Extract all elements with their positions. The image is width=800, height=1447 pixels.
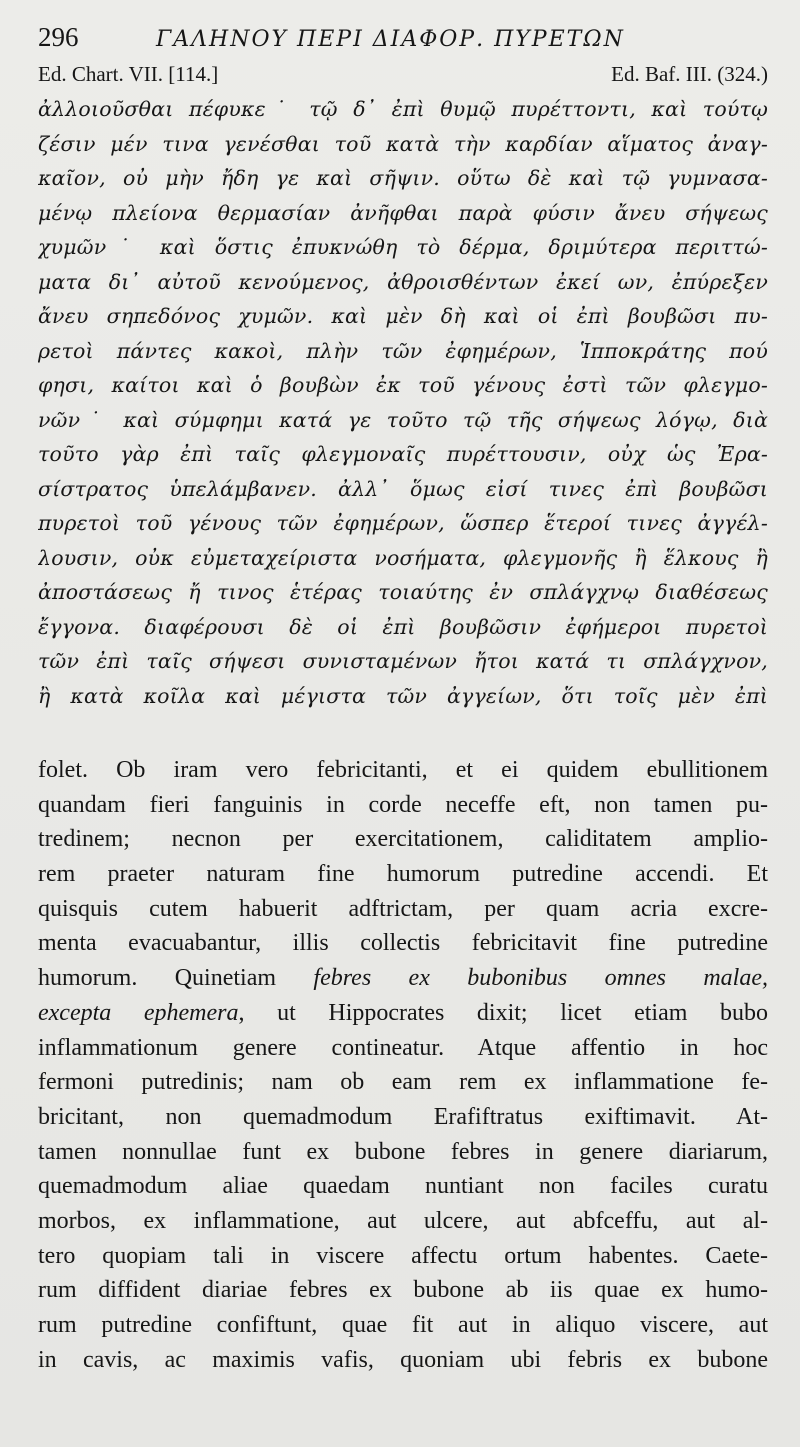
latin-line bbox=[38, 996, 768, 1031]
latin-line bbox=[38, 1065, 768, 1100]
greek-line: καῖον, οὐ μὴν ἤδη γε καὶ σῆψιν. οὕτω δὲ καὶ τῷ γυμνασα- bbox=[38, 166, 768, 190]
latin-text: tamen nonnullae funt ex bubone febres in genere diariarum, bbox=[38, 1138, 768, 1165]
latin-line bbox=[38, 822, 768, 857]
greek-line: χυμῶν˙ καὶ ὅστις ἐπυκνώθη τὸ δέρμα, δριμύτερα περιττώ- bbox=[38, 235, 768, 259]
latin-line bbox=[38, 857, 768, 892]
page-number: 296 bbox=[38, 22, 79, 52]
greek-line: τοῦτο γὰρ ἐπὶ ταῖς φλεγμοναῖς πυρέττουσιν, οὐχ ὡς Ἐρα- bbox=[38, 442, 768, 466]
latin-line bbox=[38, 1135, 768, 1170]
latin-text: tero quopiam tali in viscere affectu ortum habentes. Caete- bbox=[38, 1242, 768, 1269]
latin-text: quisquis cutem habuerit adftrictam, per quam acria excre- bbox=[38, 895, 768, 922]
greek-line: ματα δι᾽ αὐτοῦ κενούμενος, ἀθροισθέντων ἐκεί ων, ἐπύρεξεν bbox=[38, 269, 768, 294]
greek-line: τῶν ἐπὶ ταῖς σήψεσι συνισταμένων ἤτοι κατά τι σπλάγχνον, bbox=[38, 649, 768, 673]
running-title: ΓΑΛΗΝΟΥ ΠΕΡΙ ΔΙΑΦΟΡ. ΠΥΡΕΤΩΝ bbox=[156, 27, 625, 52]
latin-line bbox=[38, 1273, 768, 1308]
latin-text: quandam fieri fanguinis in corde neceffe eft, non tamen pu- bbox=[38, 791, 768, 818]
latin-text: folet. Ob iram vero febricitanti, et ei quidem ebullitionem bbox=[38, 757, 768, 783]
greek-text-block bbox=[38, 92, 768, 713]
latin-text: , ut Hippocrates dixit; licet etiam bubo bbox=[238, 999, 768, 1026]
latin-quotation-italic: febres ex bubonibus omnes malae, bbox=[313, 965, 768, 992]
edition-references bbox=[38, 62, 768, 92]
latin-line bbox=[38, 1308, 768, 1343]
page-header bbox=[38, 22, 768, 64]
latin-text-block bbox=[38, 753, 768, 1377]
greek-line: ἀλλοιοῦσθαι πέφυκε˙ τῷ δ᾽ ἐπὶ θυμῷ πυρέττοντι, καὶ τούτῳ bbox=[38, 97, 768, 121]
latin-text: humorum. Quinetiam bbox=[38, 965, 314, 992]
latin-text: rum diffident diariae febres ex bubone ab iis quae ex humo- bbox=[38, 1277, 768, 1304]
greek-line: ἄνευ σηπεδόνος χυμῶν. καὶ μὲν δὴ καὶ οἱ ἐπὶ βουβῶσι πυ- bbox=[38, 304, 768, 328]
latin-line bbox=[38, 961, 768, 996]
latin-text: quemadmodum aliae quaedam nuntiant non faciles curatu bbox=[38, 1173, 768, 1200]
latin-text: inflammationum genere contineatur. Atque affentio in hoc bbox=[38, 1034, 768, 1061]
greek-line: σίστρατος ὑπελάμβανεν. ἀλλ᾽ ὅμως εἰσί τινες ἐπὶ βουβῶσι bbox=[38, 476, 768, 501]
greek-line: φησι, καίτοι καὶ ὁ βουβὼν ἐκ τοῦ γένους ἐστὶ τῶν φλεγμο- bbox=[38, 373, 768, 397]
greek-line: λουσιν, οὐκ εὐμεταχείριστα νοσήματα, φλεγμονῆς ἢ ἕλκους ἢ bbox=[38, 545, 768, 570]
greek-line: ρετοὶ πάντες κακοὶ, πλὴν τῶν ἐφημέρων, Ἱπποκράτης πού bbox=[38, 338, 768, 363]
latin-line bbox=[38, 1100, 768, 1135]
greek-line: ἢ κατὰ κοῖλα καὶ μέγιστα τῶν ἀγγείων, ὅτι τοῖς μὲν ἐπὶ bbox=[38, 683, 768, 708]
latin-text: rem praeter naturam fine humorum putredine accendi. Et bbox=[38, 861, 768, 888]
greek-line: μένῳ πλείονα θερμασίαν ἀνῆφθαι παρὰ φύσιν ἄνευ σήψεως bbox=[38, 200, 768, 225]
greek-line: ἀποστάσεως ἤ τινος ἑτέρας τοιαύτης ἐν σπλάγχνῳ διαθέσεως bbox=[38, 580, 768, 604]
latin-line bbox=[38, 1204, 768, 1239]
latin-line bbox=[38, 1239, 768, 1274]
greek-line: νῶν˙ καὶ σύμφημι κατά γε τοῦτο τῷ τῆς σήψεως λόγῳ, διὰ bbox=[38, 407, 768, 432]
latin-text: rum putredine confiftunt, quae fit aut in aliquo viscere, aut bbox=[38, 1312, 768, 1338]
greek-line: ἔγγονα. διαφέρουσι δὲ οἱ ἐπὶ βουβῶσιν ἐφήμεροι πυρετοὶ bbox=[38, 614, 768, 639]
latin-text: fermoni putredinis; nam ob eam rem ex inflammatione fe- bbox=[38, 1069, 768, 1096]
latin-line bbox=[38, 926, 768, 961]
edition-reference-left: Ed. Chart. VII. [114.] bbox=[38, 62, 219, 86]
latin-text: menta evacuabantur, illis collectis febricitavit fine putredine bbox=[38, 930, 768, 957]
latin-text: bricitant, non quemadmodum Erafiftratus exiftimavit. At- bbox=[38, 1103, 768, 1130]
latin-line bbox=[38, 892, 768, 927]
latin-line bbox=[38, 753, 768, 788]
latin-text: in cavis, ac maximis vafis, quoniam ubi febris ex bubone bbox=[38, 1346, 768, 1373]
greek-line: πυρετοὶ τοῦ γένους τῶν ἐφημέρων, ὥσπερ ἕτεροί τινες ἀγγέλ- bbox=[38, 511, 768, 535]
latin-line bbox=[38, 1343, 768, 1378]
latin-text: tredinem; necnon per exercitationem, caliditatem amplio- bbox=[38, 826, 768, 853]
greek-line: ζέσιν μέν τινα γενέσθαι τοῦ κατὰ τὴν καρδίαν αἵματος ἀναγ- bbox=[38, 131, 768, 156]
latin-text: morbos, ex inflammatione, aut ulcere, aut abfceffu, aut al- bbox=[38, 1207, 768, 1234]
column-gap bbox=[38, 713, 768, 753]
latin-quotation-italic: excepta ephemera bbox=[38, 999, 239, 1026]
latin-line bbox=[38, 1169, 768, 1204]
latin-line bbox=[38, 1031, 768, 1066]
edition-reference-right: Ed. Baf. III. (324.) bbox=[611, 62, 768, 86]
latin-line bbox=[38, 788, 768, 823]
